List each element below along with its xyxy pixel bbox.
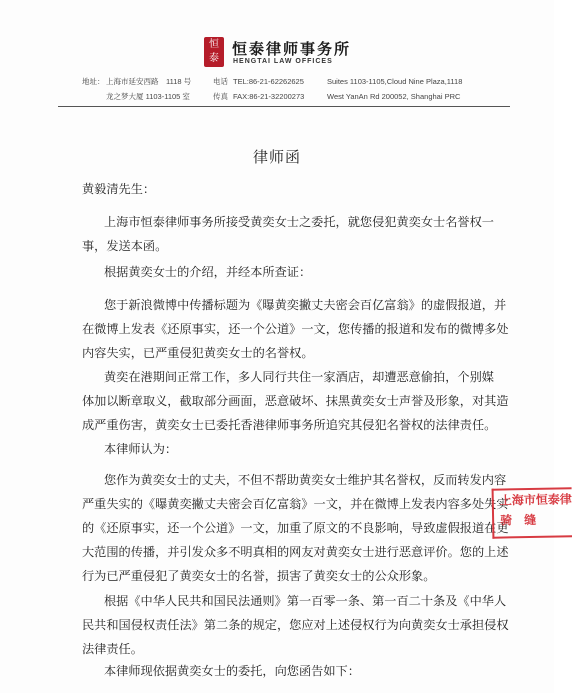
address-en-line-1: Suites 1103-1105,Cloud Nine Plaza,1118 [327,77,463,86]
letter-title: 律师函 [252,148,301,166]
paragraph-line: 黄奕在港期间正常工作，多人同行共住一家酒店，却遭恶意偷拍，个别媒 [104,370,494,384]
paragraph-line: 内容失实，已严重侵犯黄奕女士的名誉权。 [82,346,314,360]
address-line-1: 上海市延安西路 1118 号 [106,77,192,86]
logo-char-2: 泰 [209,53,219,64]
seal-line-2: 骑 缝 [500,512,537,528]
paragraph-4 [82,365,509,437]
paragraph-line: 您作为黄奕女士的丈夫，不但不帮助黄奕女士维护其名誉权，反而转发内容 [104,473,507,487]
paragraph-line: 根据黄奕女士的介绍，并经本所查证： [104,265,312,279]
paragraph-6 [82,468,509,588]
paragraph-line: 本律师认为： [104,442,178,456]
address-en-line-2: West YanAn Rd 200052, Shanghai PRC [327,92,461,101]
fax-label: 传真 [213,92,228,101]
paragraph-line: 民共和国侵权责任法》第二条的规定，您应对上述侵权行为向黄奕女士承担侵权 [82,618,509,632]
salutation: 黄毅清先生： [82,182,156,196]
paragraph-line: 大范围的传播，并引发众多不明真相的网友对黄奕女士进行恶意评价。您的上述 [82,545,509,559]
paragraph-line: 您于新浪微博中传播标题为《曝黄奕撇丈夫密会百亿富翁》的虚假报道，并 [104,298,507,312]
tel-label: 电话 [213,77,228,86]
logo-char-1: 恒 [209,39,219,50]
paragraph-line: 在微博上发表《还原事实，还一个公道》一文，您传播的报道和发布的微博多处 [82,322,509,336]
contact-numbers [233,74,304,104]
paragraph-line: 根据《中华人民共和国民法通则》第一百零一条、第一百二十条及《中华人 [104,594,507,608]
paragraph-7 [82,589,509,661]
paragraph-2 [82,260,311,284]
paragraph-line: 上海市恒泰律师事务所接受黄奕女士之委托，就您侵犯黄奕女士名誉权一 [104,215,494,229]
address-line-2: 龙之梦大厦 1103-1105 室 [106,92,190,101]
letterhead-divider [58,106,510,107]
fax-number: FAX:86-21-32200273 [233,92,305,101]
contact-labels [213,74,228,104]
tel-number: TEL:86-21-62262625 [233,77,304,86]
paragraph-line: 成严重伤害，黄奕女士已委托香港律师事务所追究其侵犯名誉权的法律责任。 [82,418,497,432]
perforation-seal-stamp [492,487,572,538]
paragraph-1 [82,210,494,258]
paragraph-line: 严重失实的《曝黄奕撇丈夫密会百亿富翁》一文，并在微博上发表内容多处失实 [82,497,509,511]
paragraph-line: 事，发送本函。 [82,239,168,253]
address-en [327,74,462,104]
firm-name-en: HENGTAI LAW OFFICES [233,58,333,65]
paragraph-line: 本律师现依据黄奕女士的委托，向您函告如下： [104,664,360,678]
paragraph-line: 行为已严重侵犯了黄奕女士的名誉，损害了黄奕女士的公众形象。 [82,569,436,583]
paragraph-3 [82,293,509,365]
firm-name-cn: 恒泰律师事务所 [232,40,352,58]
seal-line-1: 上海市恒泰律 [499,492,572,508]
address-cn [106,74,191,104]
paragraph-line: 法律责任。 [82,642,143,656]
paragraph-line: 体加以断章取义，截取部分画面，恶意破坏、抹黑黄奕女士声誉及形象，对其造 [82,394,509,408]
address-label: 地址： [82,77,105,86]
paragraph-5 [82,437,177,461]
firm-logo [204,37,224,67]
paragraph-line: 的《还原事实，还一个公道》一文，加重了原文的不良影响，导致虚假报道在更 [82,521,509,535]
paragraph-8 [82,659,360,683]
